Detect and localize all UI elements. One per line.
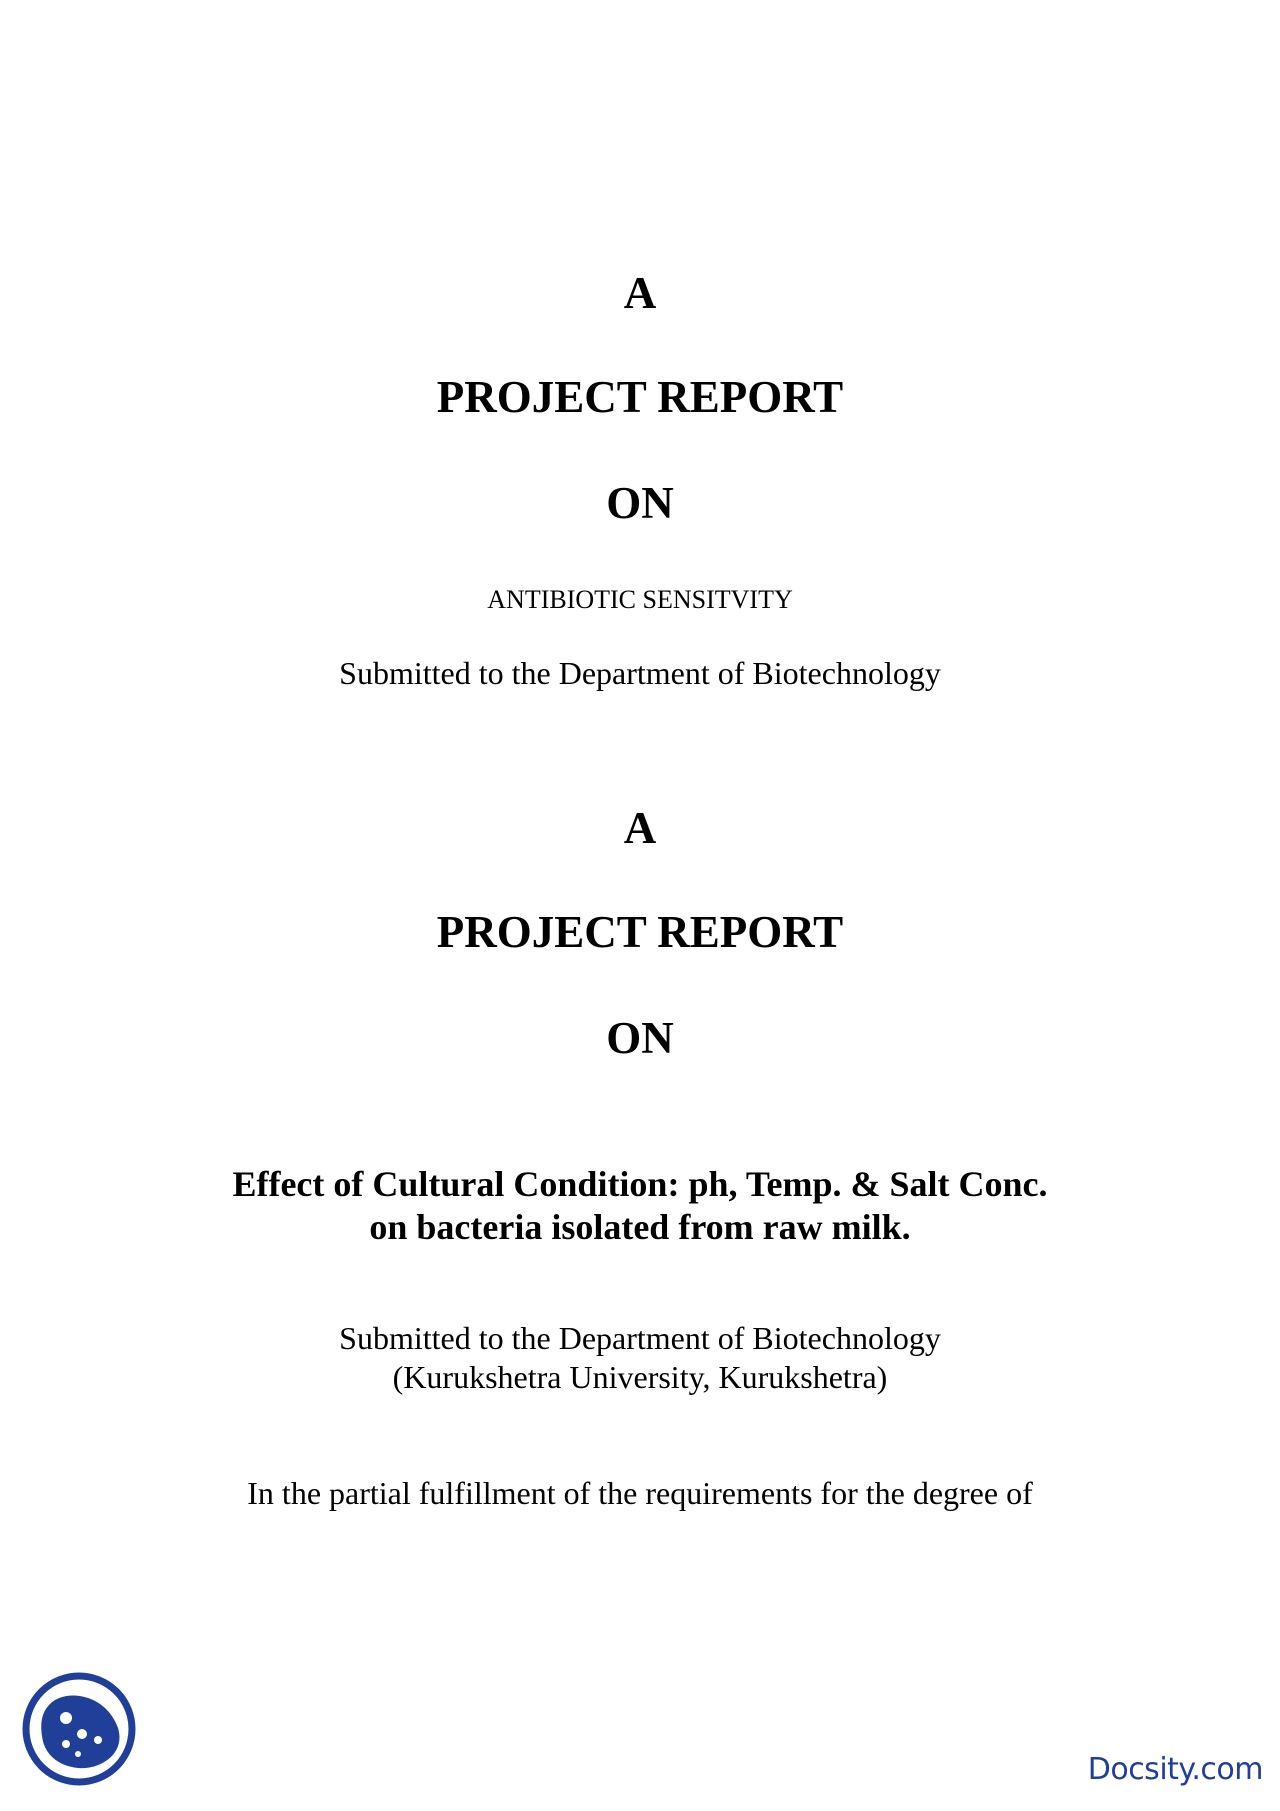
fulfillment-line: In the partial fulfillment of the requirements for the degree of xyxy=(247,1475,1033,1511)
subject-line: ANTIBIOTIC SENSITVITY xyxy=(487,585,793,614)
submitted-line: Submitted to the Department of Biotechnology xyxy=(339,655,941,691)
submitted-line-2: Submitted to the Department of Biotechnology xyxy=(339,1320,941,1356)
project-report-heading: PROJECT REPORT xyxy=(436,372,844,422)
cover-article-a-2: A xyxy=(623,803,657,853)
project-report-heading-2: PROJECT REPORT xyxy=(436,907,844,957)
docsity-logo-icon xyxy=(20,1670,138,1788)
report-title-line-1: Effect of Cultural Condition: ph, Temp. & Salt Conc. xyxy=(232,1164,1048,1204)
cover-on-2: ON xyxy=(606,1013,674,1063)
docsity-brand-link[interactable]: Docsity.com xyxy=(1087,1752,1263,1787)
report-title-line-2: on bacteria isolated from raw milk. xyxy=(369,1207,911,1247)
cover-on: ON xyxy=(606,478,674,528)
university-line: (Kurukshetra University, Kurukshetra) xyxy=(392,1359,888,1395)
cover-article-a: A xyxy=(623,268,657,318)
